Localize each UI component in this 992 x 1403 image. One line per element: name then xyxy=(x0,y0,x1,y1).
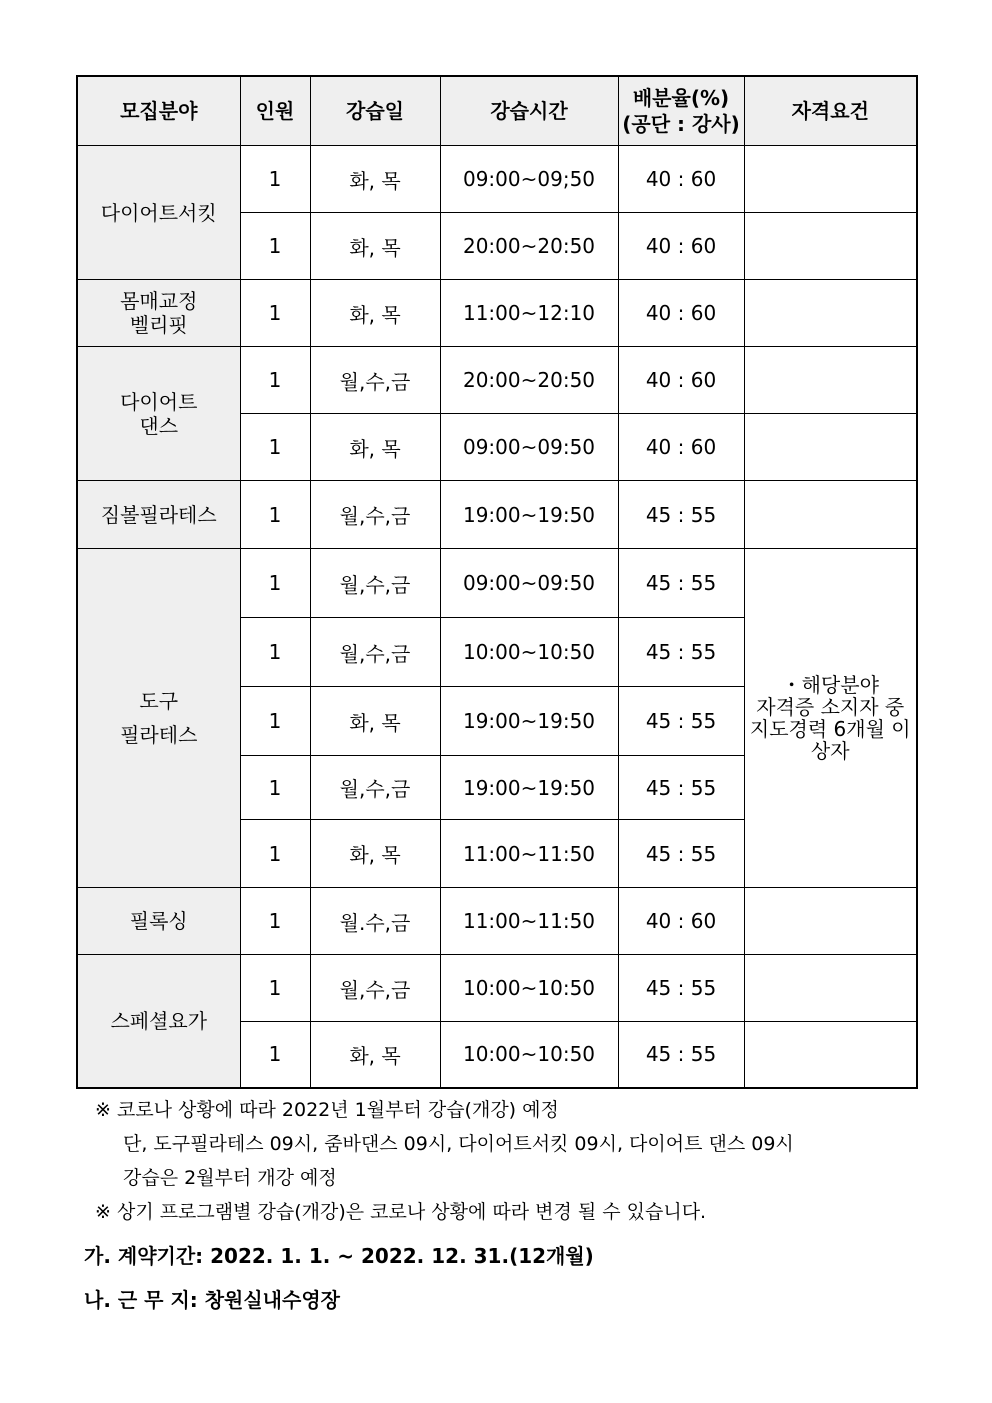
time-cell: 19:00~19:50 xyxy=(440,687,618,756)
time-cell: 10:00~10:50 xyxy=(440,1022,618,1088)
field-cell: 다이어트 댄스 xyxy=(77,347,240,481)
qualification-cell xyxy=(744,146,917,213)
days-cell: 화, 목 xyxy=(310,414,440,481)
count-cell: 1 xyxy=(240,756,310,820)
field-cell: 도구 필라테스 xyxy=(77,549,240,888)
field-cell: 필록싱 xyxy=(77,888,240,955)
contract-period: 가. 계약기간: 2022. 1. 1. ~ 2022. 12. 31.(12개월) xyxy=(84,1244,594,1268)
count-cell: 1 xyxy=(240,213,310,280)
count-cell: 1 xyxy=(240,955,310,1022)
qualification-cell xyxy=(744,888,917,955)
ratio-cell: 45 : 55 xyxy=(618,549,744,618)
time-cell: 20:00~20:50 xyxy=(440,213,618,280)
days-cell: 화, 목 xyxy=(310,687,440,756)
qualification-cell xyxy=(744,213,917,280)
header-days: 강습일 xyxy=(310,76,440,146)
header-qualification: 자격요건 xyxy=(744,76,917,146)
table-row xyxy=(77,888,917,955)
table-row xyxy=(77,481,917,549)
count-cell: 1 xyxy=(240,820,310,888)
header-row xyxy=(77,76,917,146)
qualification-cell xyxy=(744,481,917,549)
table-row xyxy=(77,280,917,347)
count-cell: 1 xyxy=(240,414,310,481)
schedule-table xyxy=(76,75,918,1089)
qualification-cell xyxy=(744,955,917,1022)
ratio-cell: 45 : 55 xyxy=(618,955,744,1022)
time-cell: 19:00~19:50 xyxy=(440,481,618,549)
days-cell: 화, 목 xyxy=(310,820,440,888)
days-cell: 월,수,금 xyxy=(310,756,440,820)
count-cell: 1 xyxy=(240,549,310,618)
note-line: ※ 코로나 상황에 따라 2022년 1월부터 강습(개강) 예정 xyxy=(95,1099,559,1121)
field-cell: 스페셜요가 xyxy=(77,955,240,1088)
count-cell: 1 xyxy=(240,280,310,347)
ratio-cell: 40 : 60 xyxy=(618,280,744,347)
count-cell: 1 xyxy=(240,1022,310,1088)
time-cell: 20:00~20:50 xyxy=(440,347,618,414)
header-count: 인원 xyxy=(240,76,310,146)
note-line: 강습은 2월부터 개강 예정 xyxy=(123,1167,337,1189)
table-row xyxy=(77,549,917,618)
count-cell: 1 xyxy=(240,481,310,549)
qualification-cell xyxy=(744,1022,917,1088)
days-cell: 월,수,금 xyxy=(310,549,440,618)
days-cell: 월,수,금 xyxy=(310,618,440,687)
field-cell: 다이어트서킷 xyxy=(77,146,240,280)
ratio-cell: 40 : 60 xyxy=(618,414,744,481)
time-cell: 09:00~09:50 xyxy=(440,414,618,481)
time-cell: 09:00~09:50 xyxy=(440,549,618,618)
ratio-cell: 45 : 55 xyxy=(618,756,744,820)
ratio-cell: 45 : 55 xyxy=(618,481,744,549)
days-cell: 월,수,금 xyxy=(310,955,440,1022)
qualification-text: ・해당분야 자격증 소지자 중 지도경력 6개월 이상자 xyxy=(744,549,917,888)
ratio-cell: 40 : 60 xyxy=(618,347,744,414)
field-cell: 몸매교정 벨리핏 xyxy=(77,280,240,347)
notes-section xyxy=(95,1093,925,1229)
ratio-cell: 40 : 60 xyxy=(618,888,744,955)
time-cell: 10:00~10:50 xyxy=(440,618,618,687)
ratio-cell: 40 : 60 xyxy=(618,213,744,280)
days-cell: 화, 목 xyxy=(310,213,440,280)
time-cell: 10:00~10:50 xyxy=(440,955,618,1022)
qualification-cell xyxy=(744,280,917,347)
days-cell: 월.수,금 xyxy=(310,888,440,955)
header-ratio: 배분율(%) (공단 : 강사) xyxy=(618,76,744,146)
note-line: ※ 상기 프로그램별 강습(개강)은 코로나 상황에 따라 변경 될 수 있습니다. xyxy=(95,1201,707,1223)
count-cell: 1 xyxy=(240,687,310,756)
table-row xyxy=(77,146,917,213)
table-row xyxy=(77,955,917,1022)
days-cell: 화, 목 xyxy=(310,1022,440,1088)
time-cell: 11:00~11:50 xyxy=(440,888,618,955)
count-cell: 1 xyxy=(240,888,310,955)
qualification-cell xyxy=(744,347,917,414)
ratio-cell: 45 : 55 xyxy=(618,820,744,888)
qualification-cell xyxy=(744,414,917,481)
time-cell: 09:00~09;50 xyxy=(440,146,618,213)
time-cell: 19:00~19:50 xyxy=(440,756,618,820)
count-cell: 1 xyxy=(240,618,310,687)
days-cell: 화, 목 xyxy=(310,280,440,347)
work-location: 나. 근 무 지: 창원실내수영장 xyxy=(84,1288,340,1312)
ratio-cell: 45 : 55 xyxy=(618,1022,744,1088)
ratio-cell: 45 : 55 xyxy=(618,618,744,687)
days-cell: 월,수,금 xyxy=(310,347,440,414)
note-line: 단, 도구필라테스 09시, 줌바댄스 09시, 다이어트서킷 09시, 다이어트 댄스 09시 xyxy=(123,1133,794,1155)
field-cell: 짐볼필라테스 xyxy=(77,481,240,549)
time-cell: 11:00~11:50 xyxy=(440,820,618,888)
time-cell: 11:00~12:10 xyxy=(440,280,618,347)
count-cell: 1 xyxy=(240,347,310,414)
header-field: 모집분야 xyxy=(77,76,240,146)
table-row xyxy=(77,347,917,414)
days-cell: 월,수,금 xyxy=(310,481,440,549)
days-cell: 화, 목 xyxy=(310,146,440,213)
ratio-cell: 45 : 55 xyxy=(618,687,744,756)
count-cell: 1 xyxy=(240,146,310,213)
header-time: 강습시간 xyxy=(440,76,618,146)
ratio-cell: 40 : 60 xyxy=(618,146,744,213)
